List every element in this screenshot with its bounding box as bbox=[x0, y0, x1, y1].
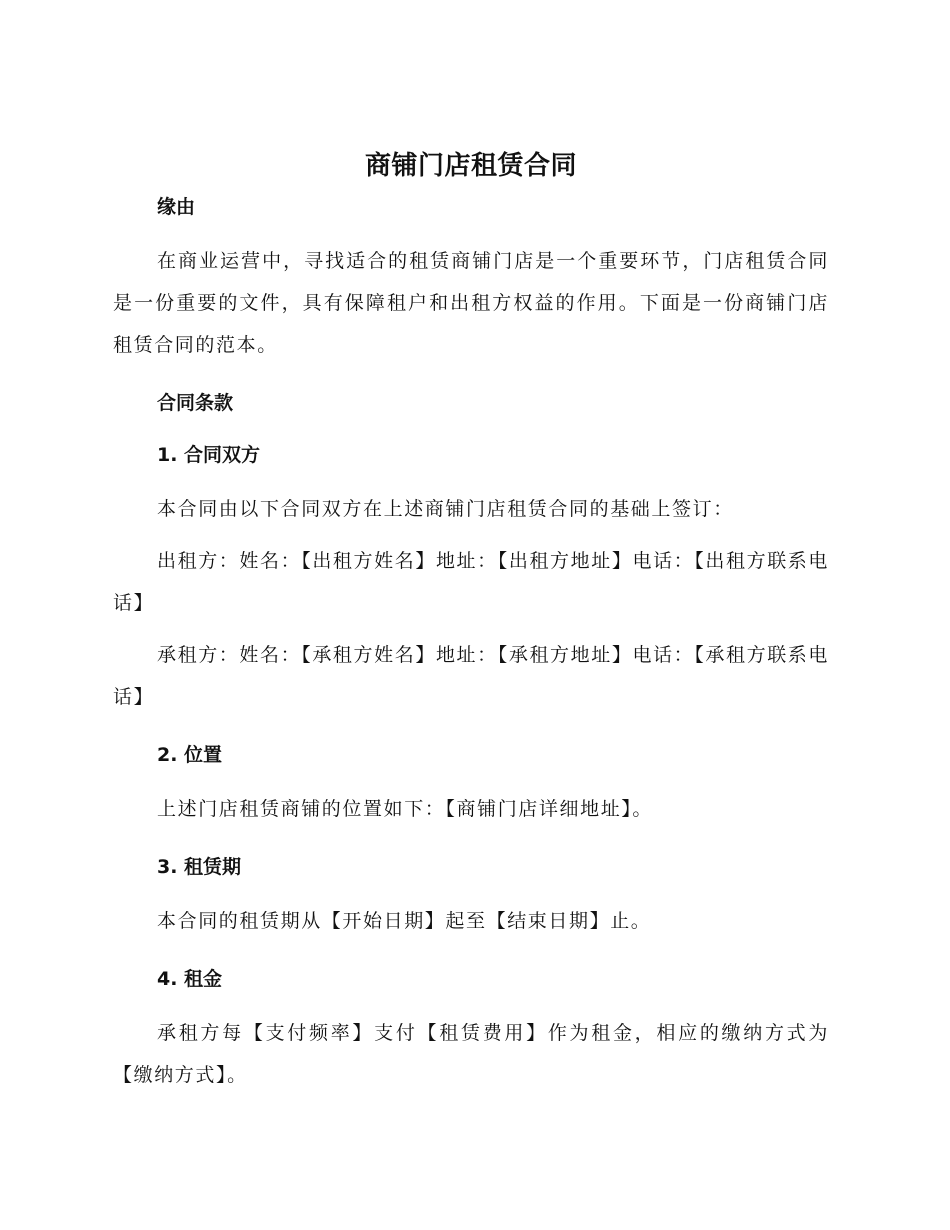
lessee-info-paragraph: 承租方：姓名：【承租方姓名】地址：【承租方地址】电话：【承租方联系电话】 bbox=[113, 644, 829, 708]
clause-heading-rent: 4. 租金 bbox=[157, 968, 223, 990]
document-body bbox=[113, 146, 829, 1096]
section-heading-reason: 缘由 bbox=[157, 196, 196, 218]
reason-paragraph: 在商业运营中，寻找适合的租赁商铺门店是一个重要环节，门店租赁合同是一份重要的文件，具有保障租户和出租方权益的作用。下面是一份商铺门店租赁合同的范本。 bbox=[113, 250, 829, 356]
document-title: 商铺门店租赁合同 bbox=[364, 151, 577, 181]
clause-heading-parties: 1. 合同双方 bbox=[157, 444, 261, 466]
clause-heading-lease-term: 3. 租赁期 bbox=[157, 856, 242, 878]
lease-term-paragraph: 本合同的租赁期从【开始日期】起至【结束日期】止。 bbox=[157, 910, 652, 932]
rent-paragraph: 承租方每【支付频率】支付【租赁费用】作为租金，相应的缴纳方式为【缴纳方式】。 bbox=[113, 1022, 829, 1086]
clause-heading-location: 2. 位置 bbox=[157, 744, 223, 766]
lessor-info-paragraph: 出租方：姓名：【出租方姓名】地址：【出租方地址】电话：【出租方联系电话】 bbox=[113, 550, 829, 614]
section-heading-terms: 合同条款 bbox=[157, 392, 234, 414]
location-paragraph: 上述门店租赁商铺的位置如下：【商铺门店详细地址】。 bbox=[157, 798, 654, 820]
clause-paragraph: 本合同由以下合同双方在上述商铺门店租赁合同的基础上签订： bbox=[157, 498, 734, 520]
